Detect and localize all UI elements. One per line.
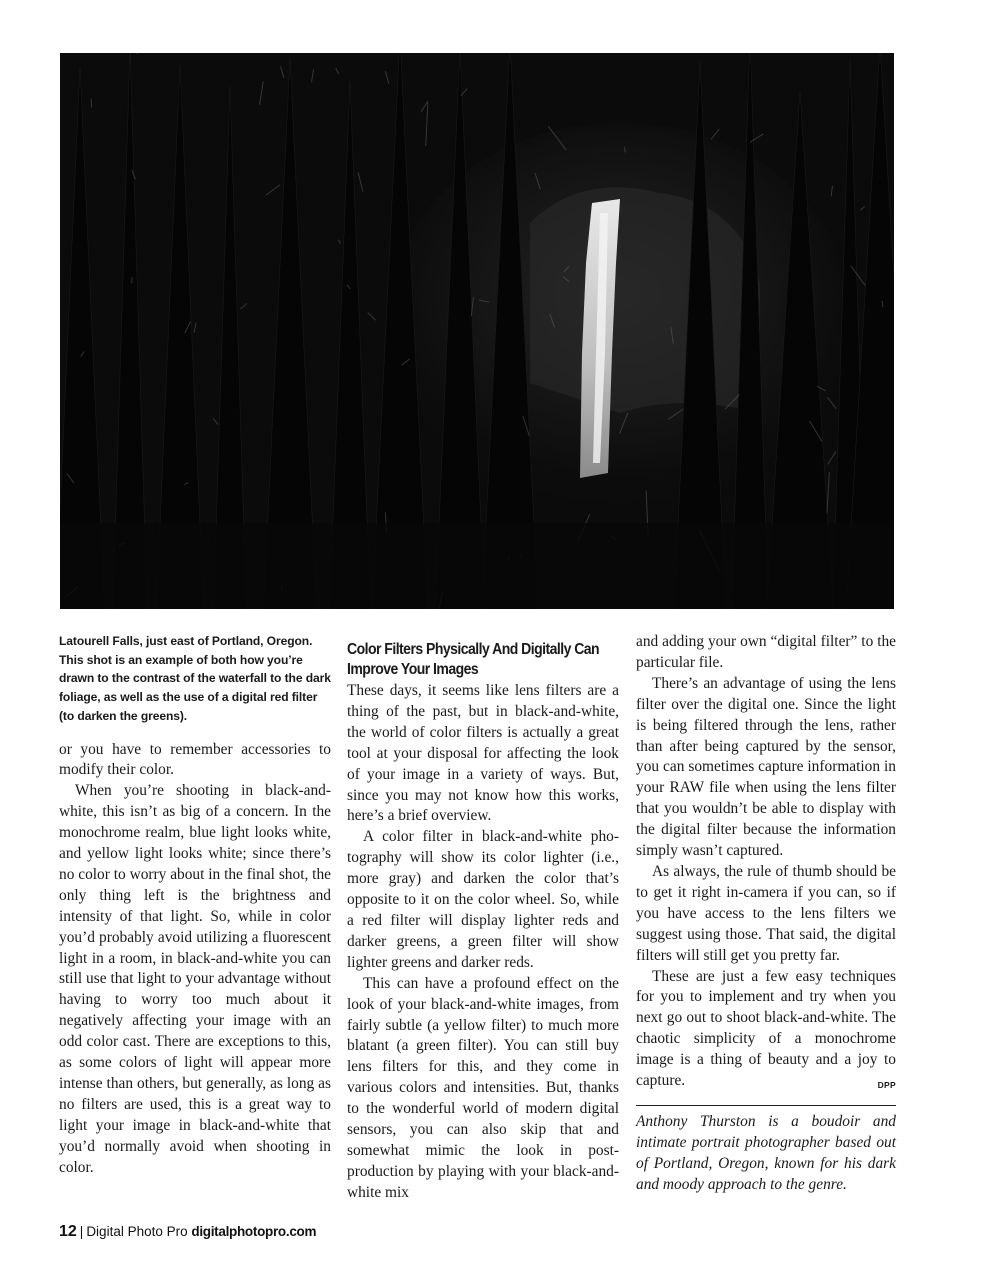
bio-divider xyxy=(636,1105,896,1106)
column-3 xyxy=(636,632,896,1196)
website-link[interactable]: digitalphotopro.com xyxy=(191,1224,317,1239)
col3-paragraph-4 xyxy=(636,967,896,1092)
end-mark: DPP xyxy=(877,1080,896,1091)
col3-paragraph-3: As always, the rule of thumb should be to get it right in-camera if you can, so if you have access to the lens filters we suggest using those. That said, the digital filters will still get you pretty far. xyxy=(636,862,896,964)
col1-paragraph-1: or you have to remember accessories to modify their color. xyxy=(59,740,331,779)
column-2 xyxy=(347,632,619,1204)
col3-paragraph-4-text: These are just a few easy techniques for you to implement and try when you next go out to shoot black-and-white. The chaotic simplicity of a monochrome image is a thing of beauty and a joy to capture. xyxy=(636,967,896,1090)
col3-paragraph-2: There’s an advantage of using the lens filter over the digital one. Since the light is being filtered through the lens, rather than after being captured by the sensor, you can sometimes capture information in your RAW file when using the lens filter that you wouldn’t be able to display with the digital filter because the information simply wasn’t captured. xyxy=(636,674,896,860)
waterfall-forest-photo-icon xyxy=(60,53,894,609)
col2-paragraph-2: A color filter in black-and-white photography will show its color lighter (i.e., more gray) and darken the color that’s opposite to it on the color wheel. So, while a red filter will display lighter reds and darker greens, a green filter will show lighter greens and darker reds. xyxy=(347,828,619,971)
column-1 xyxy=(59,632,331,1179)
waterfall-forest-photo xyxy=(60,53,894,609)
col2-paragraph-3: This can have a profound effect on the look of your black-and-white images, from fairly subtle (a yellow filter) to much more blatant (a green filter). You can still buy lens filters for this, and they come in various colors and intensities. But, thanks to the wonderful world of modern digital sensors, you can also skip that and somewhat mimic the look in post-production by playing with your black-and-white mix xyxy=(347,974,619,1201)
col2-paragraph-1: These days, it seems like lens filters are a thing of the past, but in black-and-white, the world of color filters is actually a great tool at your disposal for affecting the look of your image in a variety of ways. But, since you may not know how this works, here’s a brief overview. xyxy=(347,682,619,825)
page-footer xyxy=(59,1223,316,1241)
author-bio: Anthony Thurston is a boudoir and intimate portrait photographer based out of Portland, Oregon, known for his dark and moody approach to the genre. xyxy=(636,1112,896,1193)
col1-paragraph-2: When you’re shooting in black-and-white, this isn’t as big of a concern. In the monochrome realm, blue light looks white, and yellow light looks white; since there’s no color to worry about in the final shot, the only thing left is the brightness and intensity of that light. So, while in color you’d probably avoid utilizing a fluorescent light in a room, in black-and-white you can still use that light to your advantage without having to worry too much about it negatively affecting your image with an odd color cast. There are exceptions to this, as some colors of light will appear more intense than others, but generally, as long as no filters are used, this is a great way to light your image in black-and-white that you’d normally avoid when shooting in color. xyxy=(59,782,331,1176)
section-heading: Color Filters Physically And Digitally Can Improve Your Images xyxy=(347,641,600,678)
col3-paragraph-1: and adding your own “digital filter” to the particular file. xyxy=(636,633,896,671)
magazine-name: Digital Photo Pro xyxy=(86,1224,188,1239)
footer-separator: | xyxy=(79,1224,84,1239)
photo-caption: Latourell Falls, just east of Portland, Oregon. This shot is an example of both how you’re drawn to the contrast of the waterfall to the dark foliage, as well as the use of a digital red filter (to darken the greens). xyxy=(59,634,331,723)
page-number: 12 xyxy=(59,1223,77,1240)
